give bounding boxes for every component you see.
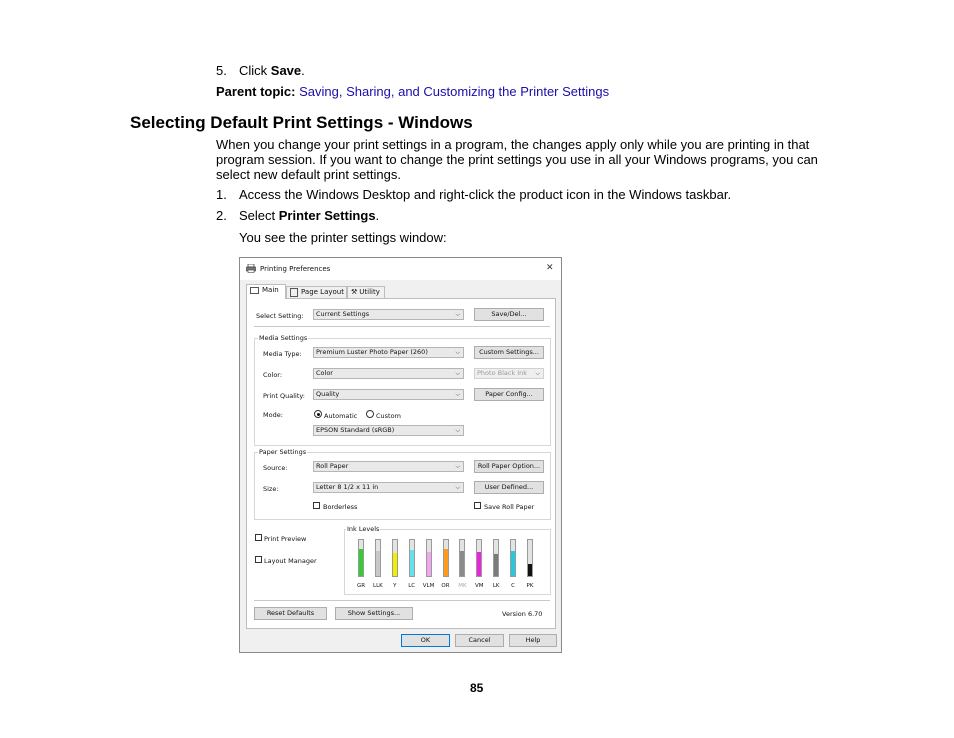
help-button[interactable]: Help (509, 634, 557, 647)
chevron-down-icon: ⌵ (455, 463, 460, 470)
save-del-button[interactable]: Save/Del... (474, 308, 544, 321)
ink-label-mk: MK (458, 583, 467, 589)
step-2-result: You see the printer settings window: (239, 230, 447, 245)
ink-bar-mk (459, 539, 465, 577)
page-icon (290, 288, 298, 297)
paper-config-button[interactable]: Paper Config... (474, 388, 544, 401)
mode-label: Mode: (263, 411, 283, 419)
tab-main[interactable] (246, 284, 286, 299)
parent-topic-link[interactable]: Saving, Sharing, and Customizing the Printer Settings (299, 84, 610, 99)
size-label: Size: (263, 485, 279, 493)
section-heading: Selecting Default Print Settings - Windows (130, 113, 473, 132)
ink-label-llk: LLK (373, 583, 383, 589)
borderless-checkbox[interactable] (313, 502, 320, 509)
size-dropdown[interactable] (313, 482, 464, 493)
layout-manager-checkbox[interactable] (255, 556, 262, 563)
color-dropdown[interactable] (313, 368, 464, 379)
ink-fill-pk (528, 564, 532, 576)
mode-custom-radio[interactable] (366, 410, 374, 418)
print-quality-value: Quality (316, 390, 340, 398)
layout-manager-label: Layout Manager (264, 557, 317, 565)
ink-label-or: OR (441, 583, 450, 589)
mode-dropdown[interactable] (313, 425, 464, 436)
ink-fill-y (393, 553, 397, 576)
print-preview-label: Print Preview (264, 535, 307, 543)
media-type-value: Premium Luster Photo Paper (260) (316, 348, 428, 356)
source-dropdown[interactable] (313, 461, 464, 472)
ink-fill-llk (376, 551, 380, 576)
tab-utility-label: Utility (359, 288, 380, 296)
source-value: Roll Paper (316, 462, 349, 470)
ink-label-lc: LC (408, 583, 416, 589)
print-quality-dropdown[interactable] (313, 389, 464, 400)
source-label: Source: (263, 464, 288, 472)
show-settings-button[interactable]: Show Settings... (335, 607, 413, 620)
step-2-text: Select (239, 208, 279, 223)
ink-levels-title: Ink Levels (347, 525, 380, 533)
media-settings-title: Media Settings (259, 334, 308, 342)
ink-bar-lc (409, 539, 415, 577)
chevron-down-icon: ⌵ (455, 349, 460, 356)
ink-label-c: C (511, 583, 516, 589)
ink-fill-vlm (427, 552, 431, 576)
ink-label-vm: VM (475, 583, 484, 589)
step-5-text: Click (239, 63, 271, 78)
step-2-end: . (375, 208, 380, 223)
step-1-number: 1. (216, 187, 227, 202)
version-text: Version 6.70 (502, 610, 543, 618)
ink-label-pk: PK (526, 583, 534, 589)
printer-icon (246, 264, 256, 275)
ink-fill-gr (359, 549, 363, 576)
ink-label-y: Y (393, 583, 397, 589)
ink-bar-c (510, 539, 516, 577)
cancel-button[interactable]: Cancel (455, 634, 504, 647)
mode-automatic-label: Automatic (324, 412, 358, 420)
intro-paragraph (216, 137, 818, 182)
dialog-title: Printing Preferences (260, 265, 331, 273)
parent-topic (216, 84, 609, 99)
tab-page-layout[interactable] (286, 286, 347, 298)
size-value: Letter 8 1/2 x 11 in (316, 483, 379, 491)
print-quality-label: Print Quality: (263, 392, 305, 400)
ink-fill-vm (477, 552, 481, 576)
step-2 (216, 208, 380, 223)
ink-fill-or (444, 549, 448, 576)
ink-bar-llk (375, 539, 381, 577)
ink-bar-y (392, 539, 398, 577)
media-type-label: Media Type: (263, 350, 302, 358)
tab-utility[interactable] (347, 286, 385, 298)
save-roll-paper-label: Save Roll Paper (484, 503, 535, 511)
paper-settings-title: Paper Settings (259, 448, 307, 456)
page-number: 85 (470, 681, 484, 695)
roll-paper-option-button[interactable]: Roll Paper Option... (474, 460, 544, 473)
chevron-down-icon: ⌵ (455, 427, 460, 434)
black-ink-dropdown[interactable] (474, 368, 544, 379)
black-ink-value: Photo Black Ink (477, 369, 528, 377)
ink-bar-vlm (426, 539, 432, 577)
ink-bar-pk (527, 539, 533, 577)
ink-fill-mk (460, 551, 464, 576)
ink-fill-lk (494, 554, 498, 576)
step-5-number: 5. (216, 63, 227, 78)
color-value: Color (316, 369, 333, 377)
wrench-icon: ⚒ (351, 288, 358, 296)
step-1 (216, 187, 732, 202)
mode-value: EPSON Standard (sRGB) (316, 426, 395, 434)
media-type-dropdown[interactable] (313, 347, 464, 358)
color-label: Color: (263, 371, 283, 379)
parent-topic-label: Parent topic: (216, 84, 296, 99)
step-2-number: 2. (216, 208, 227, 223)
ink-bar-vm (476, 539, 482, 577)
select-setting-value: Current Settings (316, 310, 370, 318)
dialog-titlebar (240, 258, 561, 280)
print-preview-checkbox[interactable] (255, 534, 262, 541)
divider (254, 600, 550, 601)
mode-custom-label: Custom (376, 412, 401, 420)
ink-bar-or (443, 539, 449, 577)
step-5-end: . (301, 63, 305, 78)
chevron-down-icon: ⌵ (455, 391, 460, 398)
printing-preferences-dialog (239, 257, 562, 653)
step-5 (216, 63, 305, 78)
ink-label-vlm: VLM (422, 583, 435, 589)
select-setting-label: Select Setting: (256, 312, 304, 320)
mode-automatic-radio[interactable] (314, 410, 322, 418)
tab-page-layout-label: Page Layout (301, 288, 344, 296)
ink-bar-lk (493, 539, 499, 577)
intro-line-1: When you change your print settings in a program, the changes apply only while you are printing in that (216, 137, 810, 152)
chevron-down-icon: ⌵ (455, 311, 460, 318)
ok-button[interactable]: OK (401, 634, 450, 647)
borderless-label: Borderless (323, 503, 358, 511)
chevron-down-icon: ⌵ (535, 370, 540, 377)
custom-settings-button[interactable]: Custom Settings... (474, 346, 544, 359)
step-5-bold: Save (270, 63, 302, 78)
save-roll-paper-checkbox[interactable] (474, 502, 481, 509)
reset-defaults-button[interactable]: Reset Defaults (254, 607, 327, 620)
user-defined-button[interactable]: User Defined... (474, 481, 544, 494)
close-icon[interactable]: ✕ (546, 263, 554, 273)
chevron-down-icon: ⌵ (455, 484, 460, 491)
ink-fill-c (511, 551, 515, 576)
ink-fill-lc (410, 550, 414, 576)
step-1-text: Access the Windows Desktop and right-click the product icon in the Windows taskbar. (239, 187, 732, 202)
select-setting-dropdown[interactable] (313, 309, 464, 320)
step-2-bold: Printer Settings (278, 208, 376, 223)
tab-main-label: Main (262, 286, 279, 294)
ink-bar-gr (358, 539, 364, 577)
divider (254, 326, 550, 327)
chevron-down-icon: ⌵ (455, 370, 460, 377)
ink-label-gr: GR (356, 583, 366, 589)
ink-label-lk: LK (492, 583, 500, 589)
printer-tab-icon (250, 287, 259, 294)
intro-line-3: select new default print settings. (216, 167, 401, 182)
intro-line-2: program session. If you want to change the print settings you use in all your Windows programs, you can (216, 152, 818, 167)
